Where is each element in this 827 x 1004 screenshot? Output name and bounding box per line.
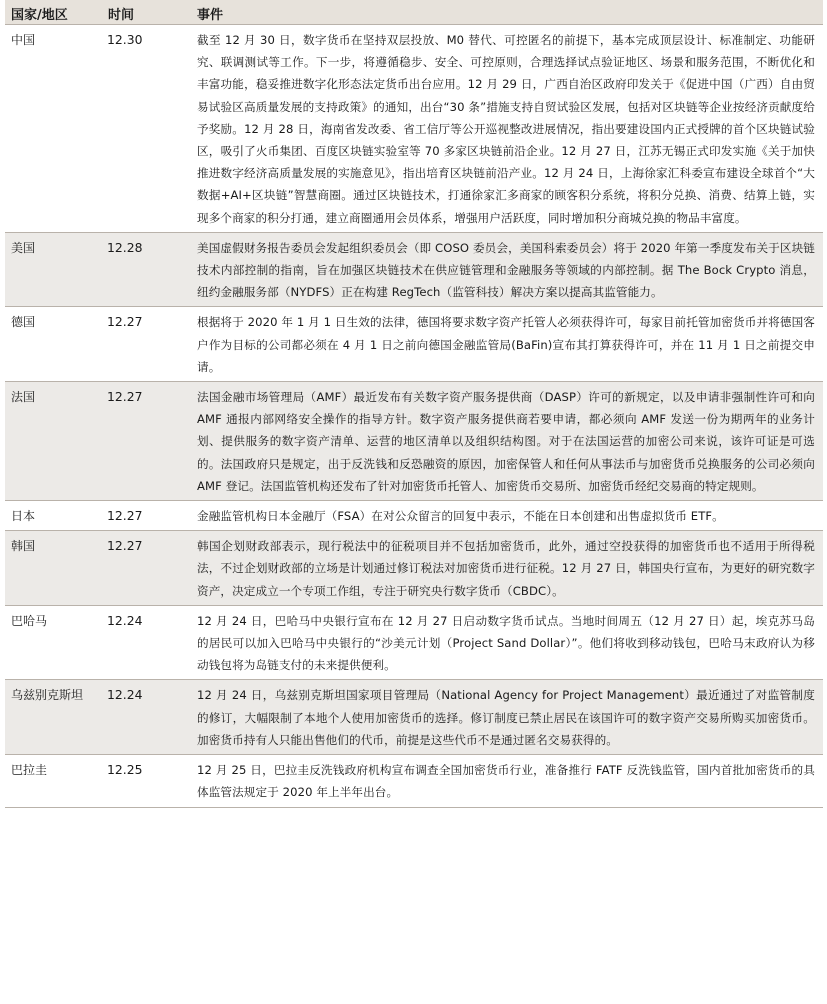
row-event: 12 月 25 日，巴拉圭反洗钱政府机构宣布调查全国加密货币行业，准备推行 FATF 反洗钱监管，国内首批加密货币的具体监管法规定于 2020 年上半年出台。 (191, 755, 823, 807)
row-region: 日本 (5, 501, 102, 531)
row-region: 巴拉圭 (5, 755, 102, 807)
row-region: 法国 (5, 382, 102, 501)
row-date: 12.25 (102, 755, 191, 807)
row-event: 12 月 24 日，乌兹别克斯坦国家项目管理局（National Agency for Project Management）最近通过了对监管制度的修订，大幅限制了本地个人使用加密货币的选择。修订制度已禁止居民在该国许可的数字资产交易所购买加密货币。加密货币持有人只能出售他们的代币，前提是这些代币不是通过匿名交易获得的。 (191, 680, 823, 755)
table-row (5, 25, 823, 233)
table-row (5, 680, 823, 755)
table-row (5, 501, 823, 531)
row-date: 12.27 (102, 501, 191, 531)
row-region: 韩国 (5, 531, 102, 606)
row-date: 12.28 (102, 232, 191, 307)
row-date: 12.27 (102, 382, 191, 501)
table-row (5, 755, 823, 807)
row-region: 巴哈马 (5, 605, 102, 680)
row-event: 美国虚假财务报告委员会发起组织委员会（即 COSO 委员会，美国科索委员会）将于 2020 年第一季度发布关于区块链技术内部控制的指南，旨在加强区块链技术在供应链管理和金融服务等领域的内部控制。据 The Bock Crypto 消息，纽约金融服务部（NYDFS）正在构建 RegTech（监管科技）解决方案以提高其监管能力。 (191, 232, 823, 307)
row-region: 中国 (5, 25, 102, 233)
header-time: 时间 (102, 0, 191, 25)
row-date: 12.27 (102, 531, 191, 606)
row-event: 金融监管机构日本金融厅（FSA）在对公众留言的回复中表示，不能在日本创建和出售虚拟货币 ETF。 (191, 501, 823, 531)
row-event: 法国金融市场管理局（AMF）最近发布有关数字资产服务提供商（DASP）许可的新规定，以及申请非强制性许可和向 AMF 通报内部网络安全操作的指导方针。数字资产服务提供商若要申请，都必须向 AMF 发送一份为期两年的业务计划、提供服务的数字资产清单、运营的地区清单以及组织结构图。对于在法国运营的加密公司来说，该许可证是可选的。法国政府只是规定，出于反洗钱和反恐融资的原因，加密保管人和任何从事法币与加密货币兑换服务的公司必须向 AMF 登记。法国监管机构还发布了针对加密货币托管人、加密货币交易所、加密货币经纪交易商的特定规则。 (191, 382, 823, 501)
row-date: 12.24 (102, 680, 191, 755)
row-event: 韩国企划财政部表示，现行税法中的征税项目并不包括加密货币，此外，通过空投获得的加密货币也不适用于所得税法，不过企划财政部的立场是计划通过修订税法对加密货币进行征税。12 月 27 日，韩国央行宣布，为更好的研究数字资产，决定成立一个专项工作组，专注于研究央行数字货币（CBDC）。 (191, 531, 823, 606)
row-date: 12.24 (102, 605, 191, 680)
regulation-events-table (5, 0, 823, 808)
table-row (5, 605, 823, 680)
row-event: 12 月 24 日，巴哈马中央银行宣布在 12 月 27 日启动数字货币试点。当地时间周五（12 月 27 日）起，埃克苏马岛的居民可以加入巴哈马中央银行的“沙美元计划（Project Sand Dollar）”。他们将收到移动钱包，巴哈马末政府认为移动钱包将为岛链支付的未来提供便利。 (191, 605, 823, 680)
table-header (5, 0, 823, 25)
table-row (5, 382, 823, 501)
row-event: 截至 12 月 30 日，数字货币在坚持双层投放、M0 替代、可控匿名的前提下，基本完成顶层设计、标准制定、功能研究、联调测试等工作。下一步，将遵循稳步、安全、可控原则，合理选择试点验证地区、场景和服务范围，不断优化和丰富功能，稳妥推进数字化形态法定货币出台应用。12 月 29 日，广西自治区政府印发关于《促进中国（广西）自由贸易试验区高质量发展的支持政策》的通知，出台“30 条”措施支持自贸试验区发展，包括对区块链等企业按经济贡献度给予奖励。12 月 28 日，海南省发改委、省工信厅等公开巡视整改进展情况，指出要建设国内正式授牌的首个区块链试验区，吸引了火币集团、百度区块链实验室等 70 多家区块链前沿企业。12 月 27 日，江苏无锡正式印发实施《关于加快推进数字经济高质量发展的实施意见》，指出培育区块链前沿产业。12 月 24 日，上海徐家汇科委宣布建设全球首个“大数据+AI+区块链”智慧商圈。通过区块链技术，打通徐家汇多商家的顾客积分系统，将积分兑换、消费、结算上链，实现多个商家的积分打通，建立商圈通用会员体系，增强用户活跃度，同时增加积分商城兑换的物品丰富度。 (191, 25, 823, 233)
table-row (5, 307, 823, 382)
header-region: 国家/地区 (5, 0, 102, 25)
row-region: 德国 (5, 307, 102, 382)
row-region: 美国 (5, 232, 102, 307)
table-body (5, 25, 823, 808)
row-date: 12.27 (102, 307, 191, 382)
table-row (5, 232, 823, 307)
header-row (5, 0, 823, 25)
row-event: 根据将于 2020 年 1 月 1 日生效的法律，德国将要求数字资产托管人必须获得许可，每家目前托管加密货币并将德国客户作为目标的公司都必须在 4 月 1 日之前向德国金融监管局(BaFin)宣布其打算获得许可，并在 11 月 1 日之前提交申请。 (191, 307, 823, 382)
header-event: 事件 (191, 0, 823, 25)
row-region: 乌兹别克斯坦 (5, 680, 102, 755)
row-date: 12.30 (102, 25, 191, 233)
table-row (5, 531, 823, 606)
